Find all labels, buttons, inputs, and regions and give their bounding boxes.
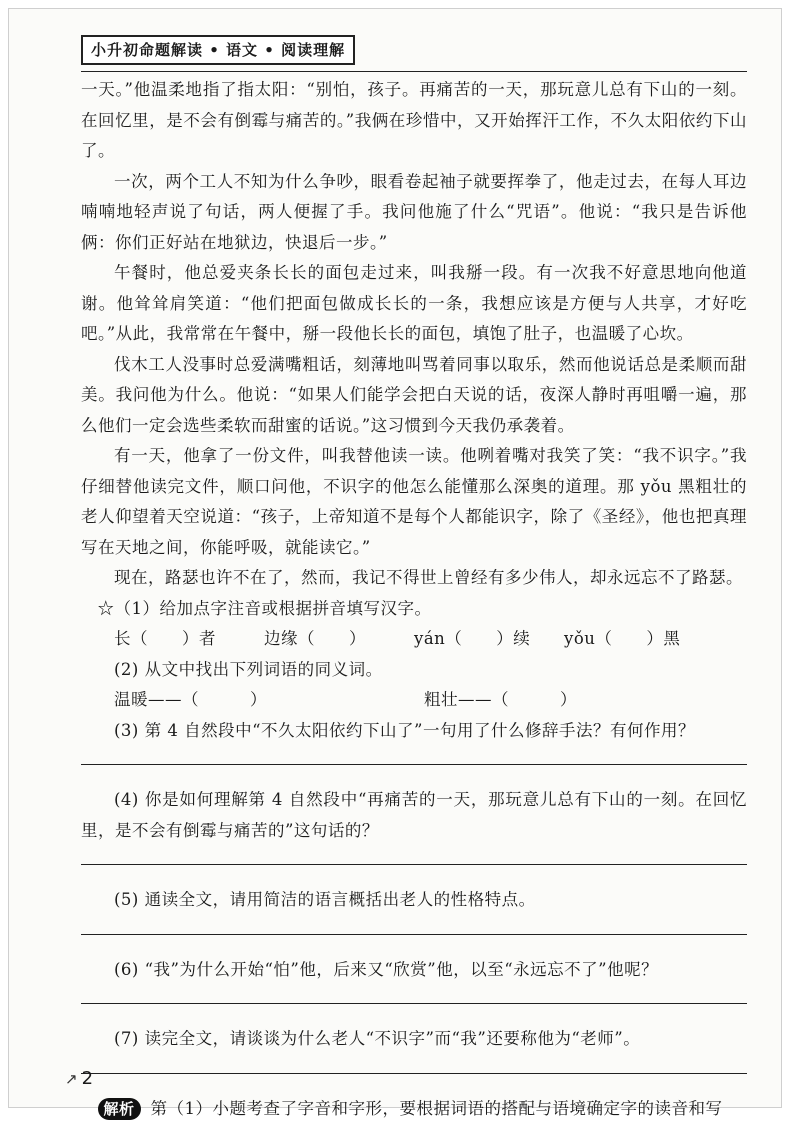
synonym-item-2: 粗壮——（ ） bbox=[424, 685, 724, 716]
answer-line-5[interactable] bbox=[81, 934, 747, 935]
passage-paragraph-6: 现在，路瑟也许不在了，然而，我记不得世上曾经有多少伟人，却永远忘不了路瑟。 bbox=[81, 563, 747, 594]
question-4: (4) 你是如何理解第 4 自然段中“再痛苦的一天，那玩意儿总有下山的一刻。在回忆里，是不会有倒霉与痛苦的”这句话的？ bbox=[81, 785, 747, 846]
passage-paragraph-5: 有一天，他拿了一份文件，叫我替他读一读。他咧着嘴对我笑了笑：“我不识字。”我仔细替他读完文件，顺口问他，不识字的他怎么能懂那么深奥的道理。那 yǒu 黑粗壮的老人仰望着天空说道：“孩子，上帝知道不是每个人都能识字，除了《圣经》，他也把真理写在天地之间，你能呼吸，就能读它。” bbox=[81, 441, 747, 563]
answer-line-3[interactable] bbox=[81, 764, 747, 765]
question-6: (6) “我”为什么开始“怕”他，后来又“欣赏”他，以至“永远忘不了”他呢？ bbox=[81, 955, 747, 986]
blank-item-3: yán（ ）续 bbox=[414, 624, 564, 655]
question-1-blanks bbox=[81, 624, 747, 655]
answer-line-4[interactable] bbox=[81, 864, 747, 865]
question-3: (3) 第 4 自然段中“不久太阳依约下山了”一句用了什么修辞手法？有何作用？ bbox=[81, 716, 747, 747]
blank-item-1: 长（ ）者 bbox=[114, 624, 264, 655]
page-number: 2 bbox=[82, 1068, 93, 1089]
answer-line-7[interactable] bbox=[81, 1073, 747, 1074]
question-2-blanks bbox=[81, 685, 747, 716]
page-content bbox=[81, 75, 747, 1124]
running-header: 小升初命题解读 • 语文 • 阅读理解 bbox=[81, 35, 355, 65]
passage-paragraph-4: 伐木工人没事时总爱满嘴粗话，刻薄地叫骂着同事以取乐，然而他说话总是柔顺而甜美。我问他为什么。他说：“如果人们能学会把白天说的话，夜深人静时再咀嚼一遍，那么他们一定会选些柔软而甜蜜的话说。”这习惯到今天我仍承袭着。 bbox=[81, 350, 747, 442]
question-1: ☆（1）给加点字注音或根据拼音填写汉字。 bbox=[81, 594, 747, 625]
passage-paragraph-1: 一天。”他温柔地指了指太阳：“别怕，孩子。再痛苦的一天，那玩意儿总有下山的一刻。在回忆里，是不会有倒霉与痛苦的。”我俩在珍惜中，又开始挥汗工作，不久太阳依约下山了。 bbox=[81, 75, 747, 167]
synonym-item-1: 温暖——（ ） bbox=[114, 685, 424, 716]
arrow-icon: ↗ bbox=[65, 1070, 78, 1088]
blank-item-4: yǒu（ ）黑 bbox=[564, 624, 714, 655]
header-rule bbox=[81, 71, 747, 72]
passage-paragraph-3: 午餐时，他总爱夹条长长的面包走过来，叫我掰一段。有一次我不好意思地向他道谢。他耸耸肩笑道：“他们把面包做成长长的一条，我想应该是方便与人共享，才好吃吧。”从此，我常常在午餐中，掰一段他长长的面包，填饱了肚子，也温暖了心坎。 bbox=[81, 258, 747, 350]
question-5: (5) 通读全文，请用简洁的语言概括出老人的性格特点。 bbox=[81, 885, 747, 916]
answer-line-6[interactable] bbox=[81, 1003, 747, 1004]
book-page bbox=[8, 8, 782, 1108]
blank-item-2: 边缘（ ） bbox=[264, 624, 414, 655]
passage-paragraph-2: 一次，两个工人不知为什么争吵，眼看卷起袖子就要挥拳了，他走过去，在每人耳边喃喃地轻声说了句话，两人便握了手。我问他施了什么“咒语”。他说：“我只是告诉他俩：你们正好站在地狱边，快退后一步。” bbox=[81, 167, 747, 259]
analysis-paragraph bbox=[81, 1094, 747, 1124]
analysis-badge: 解析 bbox=[98, 1098, 141, 1120]
question-2: (2) 从文中找出下列词语的同义词。 bbox=[81, 655, 747, 686]
analysis-text: 第（1）小题考查了字音和字形，要根据词语的搭配与语境确定字的读音和写 bbox=[151, 1099, 723, 1118]
question-7: (7) 读完全文，请谈谈为什么老人“不识字”而“我”还要称他为“老师”。 bbox=[81, 1024, 747, 1055]
page-footer bbox=[65, 1068, 93, 1089]
